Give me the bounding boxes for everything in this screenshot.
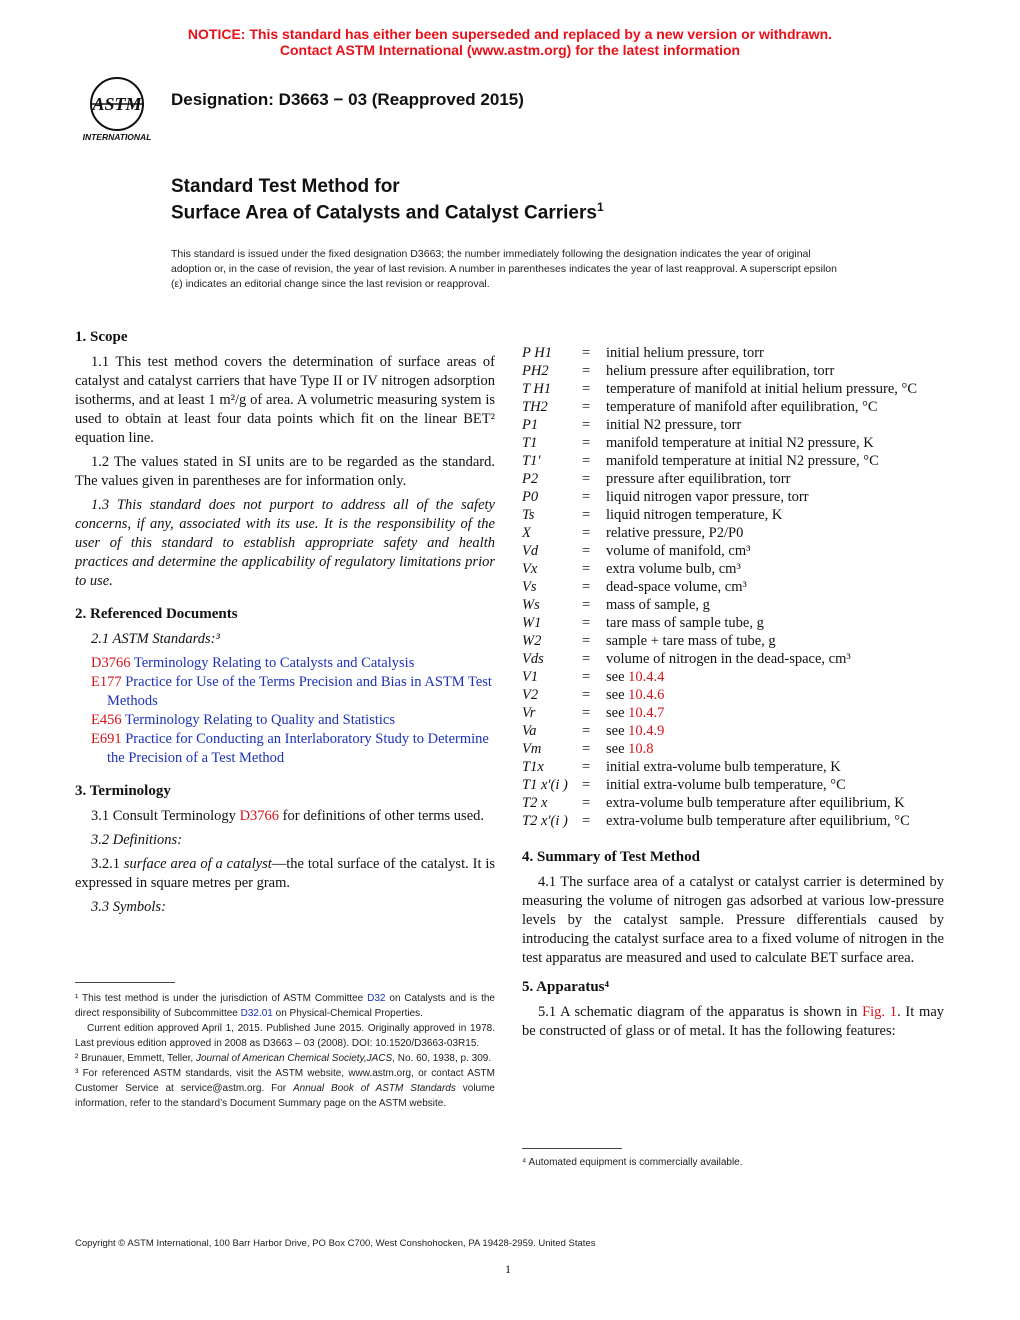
terminology-link[interactable]: D3766 <box>239 808 280 824</box>
symbol-row <box>522 488 944 506</box>
footnote-3-text: ³ For referenced ASTM standards, visit the ASTM website, www.astm.org, or contact ASTM Customer Service at service@astm.org. For <box>75 1068 495 1094</box>
symbol-row <box>522 740 944 758</box>
section-link[interactable]: 10.4.7 <box>628 705 665 721</box>
section-link[interactable]: 10.8 <box>628 741 654 757</box>
symbol-row <box>522 668 944 686</box>
footnotes <box>75 991 495 1111</box>
symbol: Vx <box>522 561 538 577</box>
equals-sign: = <box>582 489 591 505</box>
symbol-definition <box>606 686 944 704</box>
see-label: see <box>606 705 629 721</box>
para-4-1: 4.1 The surface area of a catalyst or catalyst carrier is determined by measuring the volume of nitrogen gas adsorbed at various low-pressure levels by the catalyst sample. Pressure differentials caused by introducing the catalyst surface area to a fixed volume of nitrogen in the test apparatus are measured and used to calculate BET surface area. <box>522 874 944 966</box>
symbol: P H1 <box>522 345 552 361</box>
equals-sign: = <box>582 597 591 613</box>
equals-sign: = <box>582 741 591 757</box>
symbol: V2 <box>522 687 539 703</box>
definition-text: —the total surface of the catalyst. It is expressed in square metres per gram. <box>75 856 496 891</box>
symbol-row <box>522 524 944 542</box>
symbol-row <box>522 434 944 452</box>
see-label: see <box>606 687 629 703</box>
para-1-1: 1.1 This test method covers the determination of surface areas of catalyst and catalyst carriers that have Type II or IV nitrogen adsorption isotherms, and at least 1 m²/g of area. A volumetric measuring system is used to obtain at least four data points which fit on the linear BET² equation line. <box>75 354 495 446</box>
symbol-definition: extra volume bulb, cm³ <box>606 561 741 577</box>
para-3-3 <box>75 898 495 917</box>
symbol-definition: mass of sample, g <box>606 597 710 613</box>
ref-code-link[interactable]: E456 <box>91 712 122 728</box>
symbol-row <box>522 686 944 704</box>
symbol: P2 <box>522 471 539 487</box>
symbol: T1′ <box>522 453 541 469</box>
para-1-3 <box>75 496 495 591</box>
footnote-3-text-b: volume information, refer to the standard’s Document Summary page on the ASTM website. <box>75 1083 495 1109</box>
symbol-row <box>522 506 944 524</box>
symbol: X <box>522 525 531 541</box>
symbol: Ts <box>522 507 535 523</box>
ref-code-link[interactable]: E691 <box>91 731 122 747</box>
equals-sign: = <box>582 723 591 739</box>
symbol-row <box>522 776 944 794</box>
symbol-definition <box>606 668 944 686</box>
footnote-2-journal: Journal of American Chemical Society,JACS <box>195 1053 393 1064</box>
equals-sign: = <box>582 633 591 649</box>
ref-title-link[interactable]: Practice for Use of the Terms Precision and Bias in ASTM Test Methods <box>107 674 492 709</box>
symbol-definition: relative pressure, P2/P0 <box>606 525 744 541</box>
section-link[interactable]: 10.4.4 <box>628 669 665 685</box>
para-1-3-text: 1.3 This standard does not purport to address all of the safety concerns, if any, associated with its use. It is the responsibility of the user of this standard to establish appropriate safety and health practices and determine the applicability of regulatory limitations prior to use. <box>75 497 495 589</box>
symbol: P1 <box>522 417 539 433</box>
para-5-1-text: 5.1 A schematic diagram of the apparatus is shown in <box>538 1004 863 1020</box>
equals-sign: = <box>582 381 591 397</box>
symbol-row <box>522 416 944 434</box>
footnote-4: ⁴ Automated equipment is commercially available. <box>522 1157 743 1168</box>
symbol-definition: volume of nitrogen in the dead-space, cm³ <box>606 651 851 667</box>
subcommittee-link[interactable]: D32.01 <box>240 1008 273 1019</box>
symbol: Vs <box>522 579 537 595</box>
ref-item <box>75 654 495 673</box>
equals-sign: = <box>582 345 591 361</box>
copyright-line: Copyright © ASTM International, 100 Barr Harbor Drive, PO Box C700, West Conshohocken, PA 19428-2959. United States <box>75 1238 596 1249</box>
para-1-2: 1.2 The values stated in SI units are to be regarded as the standard. The values given in parentheses are for information only. <box>75 454 495 489</box>
symbol-definition: initial helium pressure, torr <box>606 345 764 361</box>
symbol: Vm <box>522 741 542 757</box>
ref-code-link[interactable]: E177 <box>91 674 122 690</box>
symbol-definition: helium pressure after equilibration, torr <box>606 363 835 379</box>
symbol: TH2 <box>522 399 548 415</box>
para-5-1 <box>522 1003 944 1041</box>
footnote-1 <box>75 991 495 1021</box>
equals-sign: = <box>582 813 591 829</box>
equals-sign: = <box>582 705 591 721</box>
footnote-divider <box>75 982 175 983</box>
symbol: T1 x′(i ) <box>522 777 568 793</box>
equals-sign: = <box>582 543 591 559</box>
equals-sign: = <box>582 471 591 487</box>
section-heading-apparatus: 5. Apparatus⁴ <box>522 979 610 995</box>
symbol: Vr <box>522 705 536 721</box>
section-heading-scope: 1. Scope <box>75 329 128 345</box>
symbol: T1 <box>522 435 538 451</box>
designation: Designation: D3663 − 03 (Reapproved 2015) <box>171 90 524 109</box>
equals-sign: = <box>582 417 591 433</box>
intro-paragraph: This standard is issued under the fixed designation D3663; the number immediately following the designation indicates the year of original adoption or, in the case of revision, the year of last revision. A number in parentheses indicates the year of last reapproval. A superscript epsilon (ε) indicates an editorial change since the last revision or reapproval. <box>171 248 837 290</box>
symbol-row <box>522 344 944 362</box>
symbol: Ws <box>522 597 540 613</box>
footnote-2 <box>75 1051 495 1066</box>
symbol: T1x <box>522 759 544 775</box>
symbol-row <box>522 650 944 668</box>
ref-item <box>75 673 495 711</box>
symbol-definition: pressure after equilibration, torr <box>606 471 791 487</box>
symbol: W2 <box>522 633 542 649</box>
symbol: P0 <box>522 489 539 505</box>
committee-link[interactable]: D32 <box>367 993 386 1004</box>
symbol: V1 <box>522 669 539 685</box>
symbol-definition: temperature of manifold after equilibration, °C <box>606 399 878 415</box>
title-line-1: Standard Test Method for <box>171 176 400 197</box>
para-3-2-1 <box>75 855 495 893</box>
ref-title-link[interactable]: Terminology Relating to Quality and Statistics <box>121 712 395 728</box>
equals-sign: = <box>582 363 591 379</box>
symbol-definition: tare mass of sample tube, g <box>606 615 764 631</box>
refdocs-sub <box>75 630 495 649</box>
para-3-1-text: 3.1 Consult Terminology <box>91 808 240 824</box>
symbol-row <box>522 542 944 560</box>
equals-sign: = <box>582 561 591 577</box>
symbol: T2 x <box>522 795 548 811</box>
symbol: W1 <box>522 615 542 631</box>
symbol-definition: initial extra-volume bulb temperature, K <box>606 759 841 775</box>
symbol-definition <box>606 740 944 758</box>
symbol-definition: dead-space volume, cm³ <box>606 579 747 595</box>
defined-term: surface area of a catalyst <box>123 856 272 872</box>
symbol-row <box>522 380 944 398</box>
symbol-row <box>522 596 944 614</box>
para-3-1 <box>75 807 495 826</box>
para-3-1-text-end: for definitions of other terms used. <box>279 808 485 824</box>
symbol-row <box>522 614 944 632</box>
footnote-1-edition: Current edition approved April 1, 2015. Published June 2015. Originally approved in 1978. Last previous edition approved in 2008 as D3663 – 03 (2008). DOI: 10.1520/D3663-03R15. <box>75 1023 495 1049</box>
ref-item <box>75 730 495 768</box>
symbol-definition <box>606 722 944 740</box>
title-line-2 <box>171 200 604 224</box>
footnote-divider-right <box>522 1148 622 1149</box>
symbol: PH2 <box>522 363 549 379</box>
notice-line-2: Contact ASTM International (www.astm.org) for the latest information <box>279 42 741 58</box>
symbol-row <box>522 470 944 488</box>
symbol-definition: liquid nitrogen temperature, K <box>606 507 783 523</box>
logo-word: INTERNATIONAL <box>82 132 152 142</box>
symbol-definition: temperature of manifold at initial helium pressure, °C <box>606 381 918 397</box>
equals-sign: = <box>582 777 591 793</box>
page-number: 1 <box>505 1262 511 1276</box>
symbol-definition: initial N2 pressure, torr <box>606 417 742 433</box>
notice-line-1: NOTICE: This standard has either been superseded and replaced by a new version or withdrawn. <box>187 26 833 42</box>
right-column <box>522 344 944 1046</box>
para-3-2-text: 3.2 Definitions: <box>91 832 183 848</box>
symbol-row <box>522 722 944 740</box>
equals-sign: = <box>582 651 591 667</box>
symbol: T2 x′(i ) <box>522 813 568 829</box>
para-3-2 <box>75 831 495 850</box>
footnote-1-text-b: on Catalysts and is the direct responsibility of Subcommittee <box>75 993 495 1019</box>
equals-sign: = <box>582 759 591 775</box>
section-heading-summary: 4. Summary of Test Method <box>522 849 700 865</box>
symbol-definition: extra-volume bulb temperature after equilibrium, K <box>606 795 905 811</box>
symbol-row <box>522 560 944 578</box>
symbol: T H1 <box>522 381 552 397</box>
symbols-list <box>522 344 944 830</box>
equals-sign: = <box>582 399 591 415</box>
equals-sign: = <box>582 795 591 811</box>
see-label: see <box>606 723 629 739</box>
symbol-definition: liquid nitrogen vapor pressure, torr <box>606 489 809 505</box>
equals-sign: = <box>582 453 591 469</box>
symbol-definition: manifold temperature at initial N2 pressure, °C <box>606 453 879 469</box>
symbol-definition: sample + tare mass of tube, g <box>606 633 776 649</box>
section-link[interactable]: 10.4.9 <box>628 723 665 739</box>
ref-title-link[interactable]: Terminology Relating to Catalysts and Catalysis <box>130 655 415 671</box>
see-label: see <box>606 741 629 757</box>
equals-sign: = <box>582 579 591 595</box>
see-label: see <box>606 669 629 685</box>
section-heading-refdocs: 2. Referenced Documents <box>75 606 238 622</box>
para-3-3-text: 3.3 Symbols: <box>91 899 166 915</box>
para-3-2-1-num: 3.2.1 <box>91 856 124 872</box>
title-line-2-text: Surface Area of Catalysts and Catalyst Carriers <box>171 202 597 224</box>
footnote-2-text: ² Brunauer, Emmett, Teller, <box>75 1053 196 1064</box>
figure-link[interactable]: Fig. 1 <box>862 1004 898 1020</box>
footnote-2-text-b: , No. 60, 1938, p. 309. <box>392 1053 492 1064</box>
symbol-row <box>522 398 944 416</box>
ref-title-link[interactable]: Practice for Conducting an Interlaboratory Study to Determine the Precision of a Test Method <box>107 731 489 766</box>
footnote-1-text: ¹ This test method is under the jurisdiction of ASTM Committee <box>75 993 368 1004</box>
ref-code-link[interactable]: D3766 <box>91 655 131 671</box>
logo-letters: ASTM <box>92 94 142 114</box>
symbol-row <box>522 632 944 650</box>
symbol-row <box>522 794 944 812</box>
symbol-definition <box>606 704 944 722</box>
symbol-definition: manifold temperature at initial N2 pressure, K <box>606 435 874 451</box>
symbol: Vds <box>522 651 544 667</box>
section-heading-terminology: 3. Terminology <box>75 783 171 799</box>
para-5-1-text-end: . It may be constructed of glass or of metal. It has the following features: <box>522 1004 944 1039</box>
footnote-3-book: Annual Book of ASTM Standards <box>293 1083 456 1094</box>
notice-banner <box>0 26 1020 58</box>
astm-logo <box>72 74 162 144</box>
symbol: Vd <box>522 543 539 559</box>
equals-sign: = <box>582 687 591 703</box>
symbol-definition: extra-volume bulb temperature after equilibrium, °C <box>606 813 910 829</box>
footnote-3 <box>75 1066 495 1111</box>
equals-sign: = <box>582 615 591 631</box>
symbol-row <box>522 452 944 470</box>
symbol-row <box>522 704 944 722</box>
refdocs-sub-text: 2.1 ASTM Standards:³ <box>91 631 220 647</box>
symbol-row <box>522 758 944 776</box>
symbol-definition: initial extra-volume bulb temperature, °C <box>606 777 846 793</box>
symbol-definition: volume of manifold, cm³ <box>606 543 751 559</box>
footnote-1-text-c: on Physical-Chemical Properties. <box>272 1008 423 1019</box>
symbol-row <box>522 812 944 830</box>
symbol-row <box>522 362 944 380</box>
equals-sign: = <box>582 669 591 685</box>
symbol: Va <box>522 723 537 739</box>
ref-item <box>75 711 495 730</box>
section-link[interactable]: 10.4.6 <box>628 687 665 703</box>
title-footnote-ref[interactable]: 1 <box>596 200 604 214</box>
left-column <box>75 320 495 922</box>
equals-sign: = <box>582 525 591 541</box>
equals-sign: = <box>582 435 591 451</box>
equals-sign: = <box>582 507 591 523</box>
symbol-row <box>522 578 944 596</box>
